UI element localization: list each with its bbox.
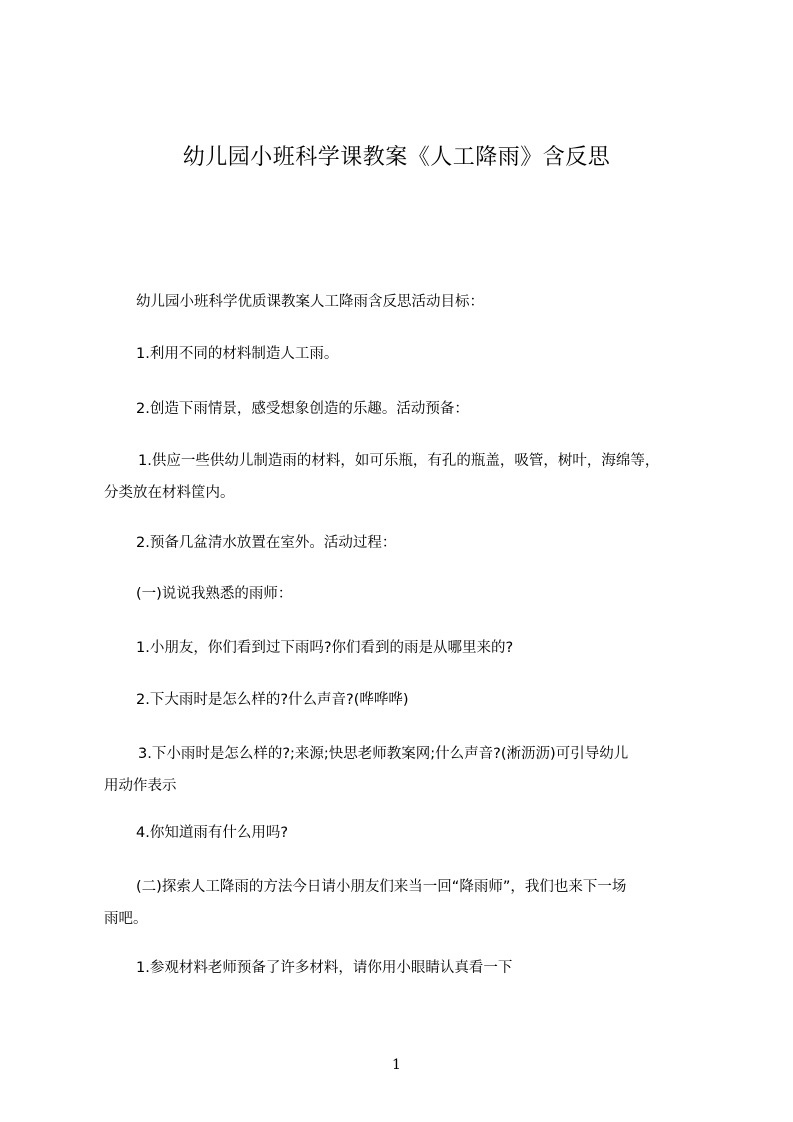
paragraph-question-3 <box>104 738 724 802</box>
paragraph-line: 1.利用不同的材料制造人工雨。 <box>136 346 339 362</box>
paragraph-goal-1 <box>104 338 724 370</box>
paragraph-activity-goals <box>104 286 724 318</box>
paragraph-line: 2.创造下雨情景，感受想象创造的乐趣。活动预备： <box>136 401 469 417</box>
paragraph-line: 分类放在材料筐内。 <box>104 485 235 501</box>
paragraph-line: 幼儿园小班科学优质课教案人工降雨含反思活动目标： <box>136 294 484 310</box>
paragraph-line: 3.下小雨时是怎么样的?;来源;快思老师教案网;什么声音?(淅沥沥)可引导幼儿 <box>138 746 629 762</box>
paragraph-line: (二)探索人工降雨的方法今日请小朋友们来当一回“降雨师”，我们也来下一场 <box>136 879 627 895</box>
paragraph-section-1 <box>104 578 724 610</box>
paragraph-line: 1.小朋友，你们看到过下雨吗?你们看到的雨是从哪里来的? <box>136 640 514 656</box>
document-title: 幼儿园小班科学课教案《人工降雨》含反思 <box>182 145 611 170</box>
paragraph-line: 2.下大雨时是怎么样的?什么声音?(哗哗哗) <box>136 692 409 708</box>
paragraph-line: 2.预备几盆清水放置在室外。活动过程： <box>136 535 397 551</box>
paragraph-question-4 <box>104 817 724 849</box>
paragraph-step-1 <box>104 952 724 984</box>
paragraph-goal-2 <box>104 393 724 425</box>
paragraph-question-1 <box>104 632 724 664</box>
paragraph-question-2 <box>104 684 724 716</box>
paragraph-line: 用动作表示 <box>104 778 177 794</box>
paragraph-prep-2 <box>104 527 724 559</box>
paragraph-line: 4.你知道雨有什么用吗? <box>136 825 289 841</box>
paragraph-section-2 <box>104 871 724 935</box>
paragraph-line: 雨吧。 <box>104 911 148 927</box>
paragraph-line: 1.供应一些供幼儿制造雨的材料，如可乐瓶，有孔的瓶盖，吸管，树叶，海绵等， <box>138 453 660 469</box>
page-number: 1 <box>392 1057 401 1073</box>
paragraph-line: 1.参观材料老师预备了许多材料，请你用小眼睛认真看一下 <box>136 960 513 976</box>
paragraph-prep-1 <box>104 445 724 509</box>
paragraph-line: (一)说说我熟悉的雨师： <box>136 586 293 602</box>
